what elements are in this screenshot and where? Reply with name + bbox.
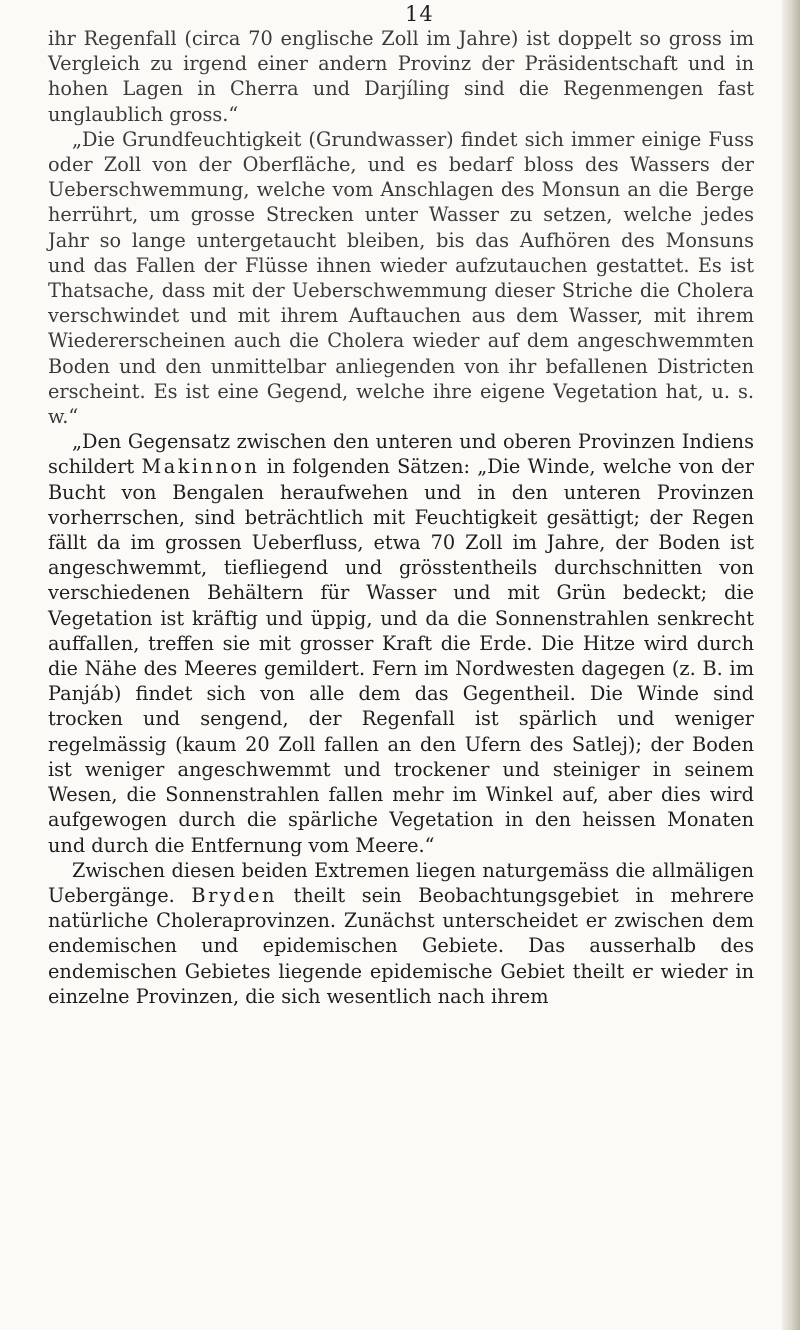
paragraph-3-text-b: in folgenden Sätzen: „Die Winde, welche von der Bucht von Bengalen heraufwehen und in den unteren Provinzen vorherrschen, sind beträchtlich mit Feuchtigkeit gesättigt; der Regen fällt da im grossen Ueberfluss, etwa 70 Zoll im Jahre, der Boden ist angeschwemmt, tiefliegend und grösstentheils durchschnitten von verschiedenen Behältern für Wasser und mit Grün bedeckt; die Vegetation ist kräftig und üppig, und da die Sonnenstrahlen senkrecht auffallen, treffen sie mit grosser Kraft die Erde. Die Hitze wird durch die Nähe des Meeres gemildert. Fern im Nordwesten dagegen (z. B. im Panjáb) findet sich von alle dem das Gegentheil. Die Winde sind trocken und sengend, der Regenfall ist spärlich und weniger regelmässig (kaum 20 Zoll fallen an den Ufern des Satlej); der Boden ist weniger angeschwemmt und trockener und steiniger in seinem Wesen, die Sonnenstrahlen fallen mehr im Winkel auf, aber dies wird aufgewogen durch die spärliche Vegetation in den heissen Monaten und durch die Entfernung vom Meere.“ <box>48 455 755 857</box>
paragraph-4-text-b: theilt sein Beobachtungsgebiet in mehrere natürliche Choleraprovinzen. Zunächst unterscheidet er zwischen dem endemischen und epidemischen Gebiete. Das ausserhalb des endemischen Gebietes liegende epidemische Gebiet theilt er wieder in einzelne Provinzen, die sich wesentlich nach ihrem <box>48 883 754 1008</box>
paragraph-3-text-a: „Den Gegensatz zwischen den unteren und oberen Provinzen Indiens schildert <box>48 430 754 479</box>
paragraph-4-text-a: Zwischen diesen beiden Extremen liegen naturgemäss die allmäligen Uebergänge. <box>48 858 754 907</box>
paragraph-4 <box>48 858 754 1009</box>
paragraph-1: ihr Regenfall (circa 70 englische Zoll im Jahre) ist doppelt so gross im Vergleich zu irgend einer andern Provinz der Präsidentschaft und in hohen Lagen in Cherra und Darjíling sind die Regenmengen fast unglaublich gross.“ <box>48 27 754 126</box>
paragraph-3 <box>48 429 754 857</box>
page-number: 14 <box>405 2 434 26</box>
paragraph-2: „Die Grundfeuchtigkeit (Grundwasser) findet sich immer einige Fuss oder Zoll von der Oberfläche, und es bedarf bloss des Wassers der Ueberschwemmung, welche vom Anschlagen des Monsun an die Berge herrührt, um grosse Strecken unter Wasser zu setzen, welche jedes Jahr so lange untergetaucht bleiben, bis das Aufhören des Monsuns und das Fallen der Flüsse ihnen wieder aufzutauchen gestattet. Es ist Thatsache, dass mit der Ueberschwemmung dieser Striche die Cholera verschwindet und mit ihrem Auftauchen aus dem Wasser, mit ihrem Wiedererscheinen auch die Cholera wieder auf dem angeschwemmten Boden und den unmittelbar anliegenden von ihr befallenen Districten erscheint. Es ist eine Gegend, welche ihre eigene Vegetation hat, u. s. w.“ <box>48 127 754 429</box>
author-name-bryden: Bryden <box>191 883 277 907</box>
author-name-makinnon: Makinnon <box>141 455 260 479</box>
page-edge-shadow <box>782 0 800 1330</box>
body-text <box>48 26 754 1009</box>
